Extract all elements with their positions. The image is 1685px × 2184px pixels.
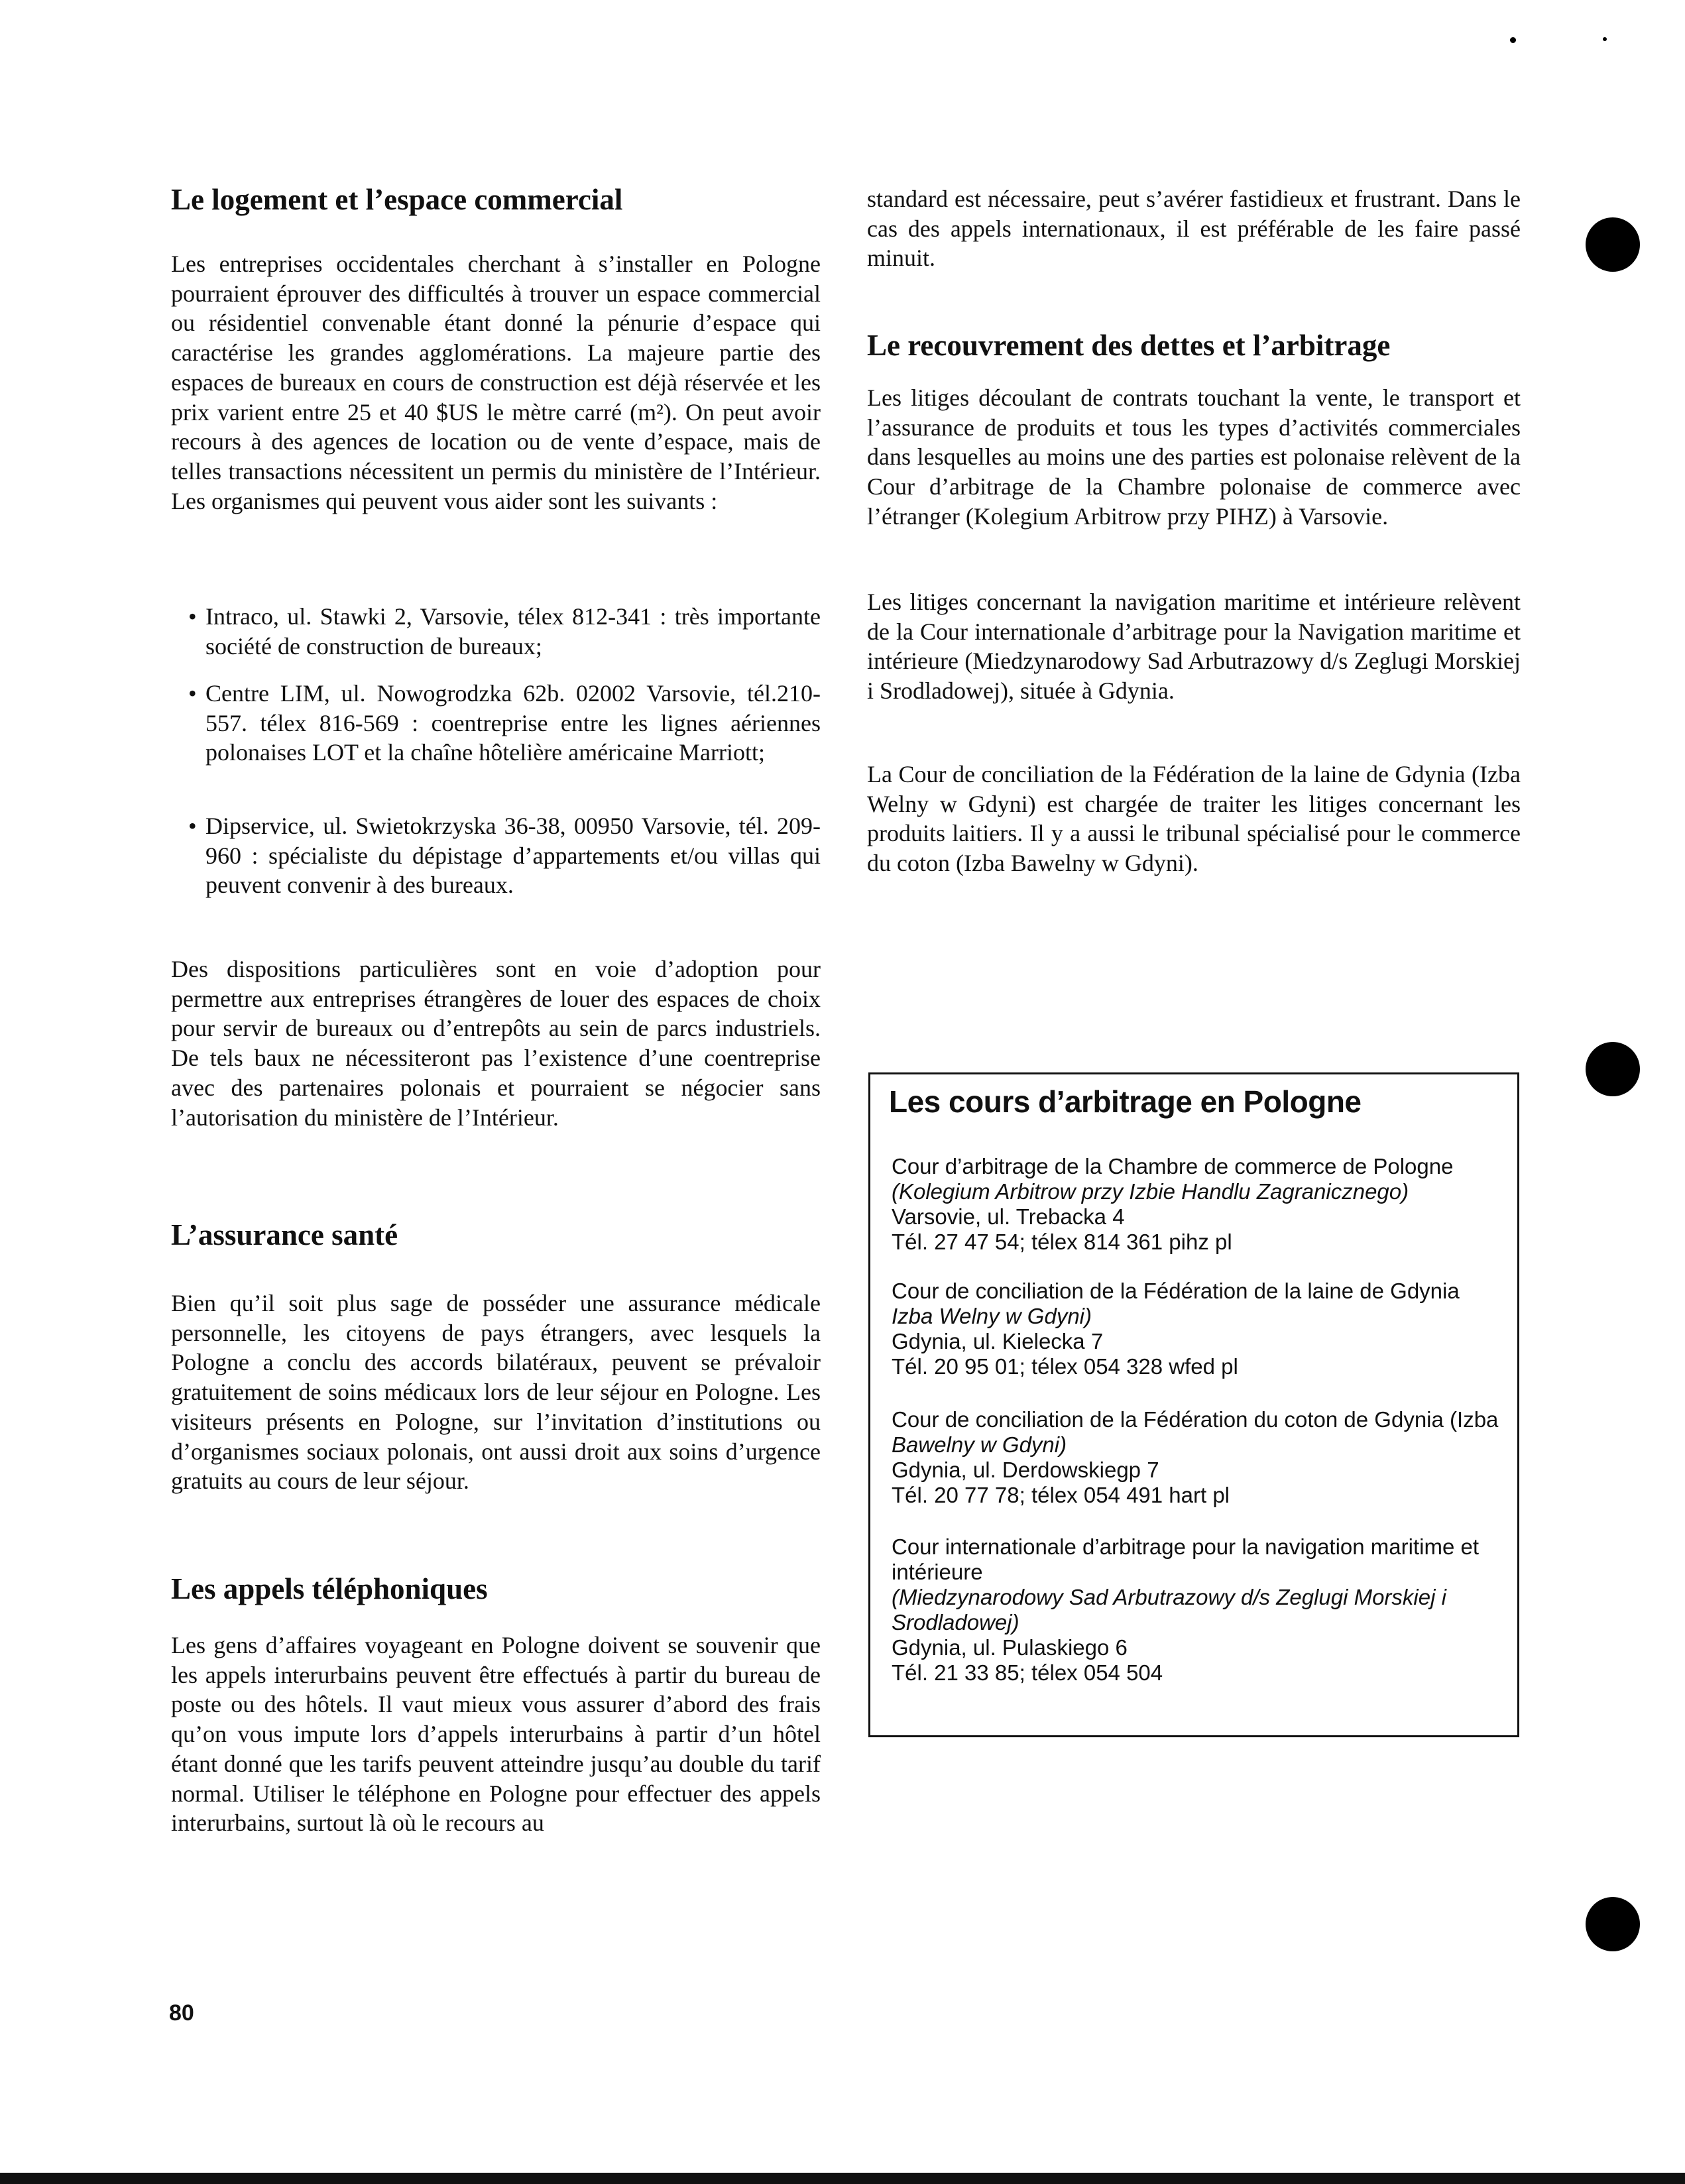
list-item — [892, 1534, 1508, 1686]
arbitration-courts-box — [868, 1072, 1519, 1737]
list-item — [188, 811, 821, 900]
list-item — [892, 1154, 1508, 1255]
list-item-text: Intraco, ul. Stawki 2, Varsovie, télex 812-341 : très importante société de construction de bureaux; — [205, 603, 821, 660]
list-item — [892, 1279, 1508, 1379]
punch-hole-icon — [1586, 217, 1640, 272]
paragraph-appels: Les gens d’affaires voyageant en Pologne doivent se souvenir que les appels interurbains peuvent être effectués à partir du bureau de poste ou des hôtels. Il vaut mieux vous assurer d’abord des frais qu’on vous impute lors d’appels interurbains à partir d’un hôtel étant donné que les tarifs peuvent atteindre jusqu’au double du tarif normal. Utiliser le téléphone en Pologne pour effectuer des appels interurbains, surtout là où le recours au — [171, 1632, 821, 1837]
paragraph-conciliation: La Cour de conciliation de la Fédération de la laine de Gdynia (Izba Welny w Gdyni) est chargée de traiter les litiges concernant les produits laitiers. Il y a aussi le tribunal spécialisé pour le commerce du coton (Izba Bawelny w Gdyni). — [867, 761, 1521, 877]
court-contact: Tél. 20 95 01; télex 054 328 wfed pl — [892, 1354, 1238, 1379]
list-item-text: Centre LIM, ul. Nowogrodzka 62b. 02002 Varsovie, tél.210-557. télex 816-569 : coentreprise entre les lignes aériennes polonaises LOT et la chaîne hôtelière américaine Marriott; — [205, 680, 821, 766]
list-item — [188, 679, 821, 768]
paragraph-assurance: Bien qu’il soit plus sage de posséder une assurance médicale personnelle, les citoyens de pays étrangers, avec lesquels la Pologne a conclu des accords bilatéraux, peuvent se prévaloir gratuitement de soins médicaux lors de leur séjour en Pologne. Les visiteurs présents en Pologne, sur l’invitation d’institutions ou d’organismes sociaux polonais, ont aussi droit aux soins d’urgence gratuits au cours de leur séjour. — [171, 1290, 821, 1495]
scan-speck — [1510, 37, 1516, 43]
paragraph-litiges-contrats: Les litiges découlant de contrats touchant la vente, le transport et l’assurance de produits et tous les types d’activités commerciales dans lesquelles au moins une des parties est polonaise relèvent de la Cour d’arbitrage de la Chambre polonaise de commerce avec l’étranger (Kolegium Arbitrow przy PIHZ) à Varsovie. — [867, 384, 1521, 530]
bullet-icon: • — [188, 603, 197, 630]
paragraph-standard: standard est nécessaire, peut s’avérer fastidieux et frustrant. Dans le cas des appels internationaux, il est préférable de les faire passé minuit. — [867, 186, 1521, 272]
punch-hole-icon — [1586, 1042, 1640, 1096]
list-item-text: Dipservice, ul. Swietokrzyska 36-38, 00950 Varsovie, tél. 209-960 : spécialiste du dépistage d’appartements et/ou villas qui peuvent convenir à des bureaux. — [205, 813, 821, 899]
court-address: Varsovie, ul. Trebacka 4 — [892, 1204, 1125, 1229]
scan-speck — [1603, 37, 1607, 41]
page-number: 80 — [169, 2000, 194, 2026]
court-contact: Tél. 20 77 78; télex 054 491 hart pl — [892, 1483, 1230, 1507]
paragraph-dispositions: Des dispositions particulières sont en voie d’adoption pour permettre aux entreprises étrangères de louer des espaces de choix pour servir de bureaux ou d’entrepôts au sein de parcs industriels. De tels baux ne nécessiteront pas l’existence d’une coentreprise avec des partenaires polonais et pourraient se négocier sans l’autorisation du ministère de l’Intérieur. — [171, 956, 821, 1131]
box-title: Les cours d’arbitrage en Pologne — [889, 1084, 1362, 1119]
court-address: Gdynia, ul. Pulaskiego 6 — [892, 1635, 1128, 1660]
court-address: Gdynia, ul. Kielecka 7 — [892, 1329, 1104, 1353]
punch-hole-icon — [1586, 1897, 1640, 1951]
bullet-icon: • — [188, 680, 197, 707]
paragraph-litiges-navigation: Les litiges concernant la navigation maritime et intérieure relèvent de la Cour internationale d’arbitrage pour la Navigation maritime et intérieure (Miedzynarodowy Sad Arbutrazowy d/s Zeglugi Morskiej i Srodladowej), située à Gdynia. — [867, 589, 1521, 705]
heading-assurance: L’assurance santé — [171, 1218, 398, 1251]
court-name: Cour internationale d’arbitrage pour la navigation maritime et intérieure — [892, 1534, 1479, 1584]
bullet-icon: • — [188, 813, 197, 839]
court-alt-name: Izba Welny w Gdyni) — [892, 1304, 1092, 1328]
court-contact: Tél. 27 47 54; télex 814 361 pihz pl — [892, 1230, 1232, 1254]
court-alt-name: (Kolegium Arbitrow przy Izbie Handlu Zagranicznego) — [892, 1179, 1409, 1204]
scan-edge — [0, 2173, 1685, 2184]
heading-appels: Les appels téléphoniques — [171, 1572, 488, 1605]
paragraph-logement: Les entreprises occidentales cherchant à s’installer en Pologne pourraient éprouver des difficultés à trouver un espace commercial ou résidentiel convenable étant donné la pénurie d’espace qui caractérise les grandes agglomérations. La majeure partie des espaces de bureaux en cours de construction est déjà réservée et les prix varient entre 25 et 40 $US le mètre carré (m²). On peut avoir recours à des agences de location ou de vente d’espace, mais de telles transactions nécessitent un permis du ministère de l’Intérieur. Les organismes qui peuvent vous aider sont les suivants : — [171, 251, 821, 514]
court-name: Cour de conciliation de la Fédération de la laine de Gdynia — [892, 1279, 1460, 1303]
court-address: Gdynia, ul. Derdowskiegp 7 — [892, 1458, 1159, 1482]
list-item — [892, 1407, 1508, 1508]
list-item — [188, 602, 821, 661]
court-alt-name: (Miedzynarodowy Sad Arbutrazowy d/s Zeglugi Morskiej i Srodladowej) — [892, 1585, 1446, 1635]
court-name: Cour d’arbitrage de la Chambre de commerce de Pologne — [892, 1154, 1454, 1178]
court-alt-name: Bawelny w Gdyni) — [892, 1432, 1067, 1457]
court-contact: Tél. 21 33 85; télex 054 504 — [892, 1660, 1163, 1685]
court-name: Cour de conciliation de la Fédération du coton de Gdynia (Izba — [892, 1407, 1499, 1432]
heading-recouvrement: Le recouvrement des dettes et l’arbitrage — [867, 329, 1391, 362]
heading-logement: Le logement et l’espace commercial — [171, 183, 623, 216]
